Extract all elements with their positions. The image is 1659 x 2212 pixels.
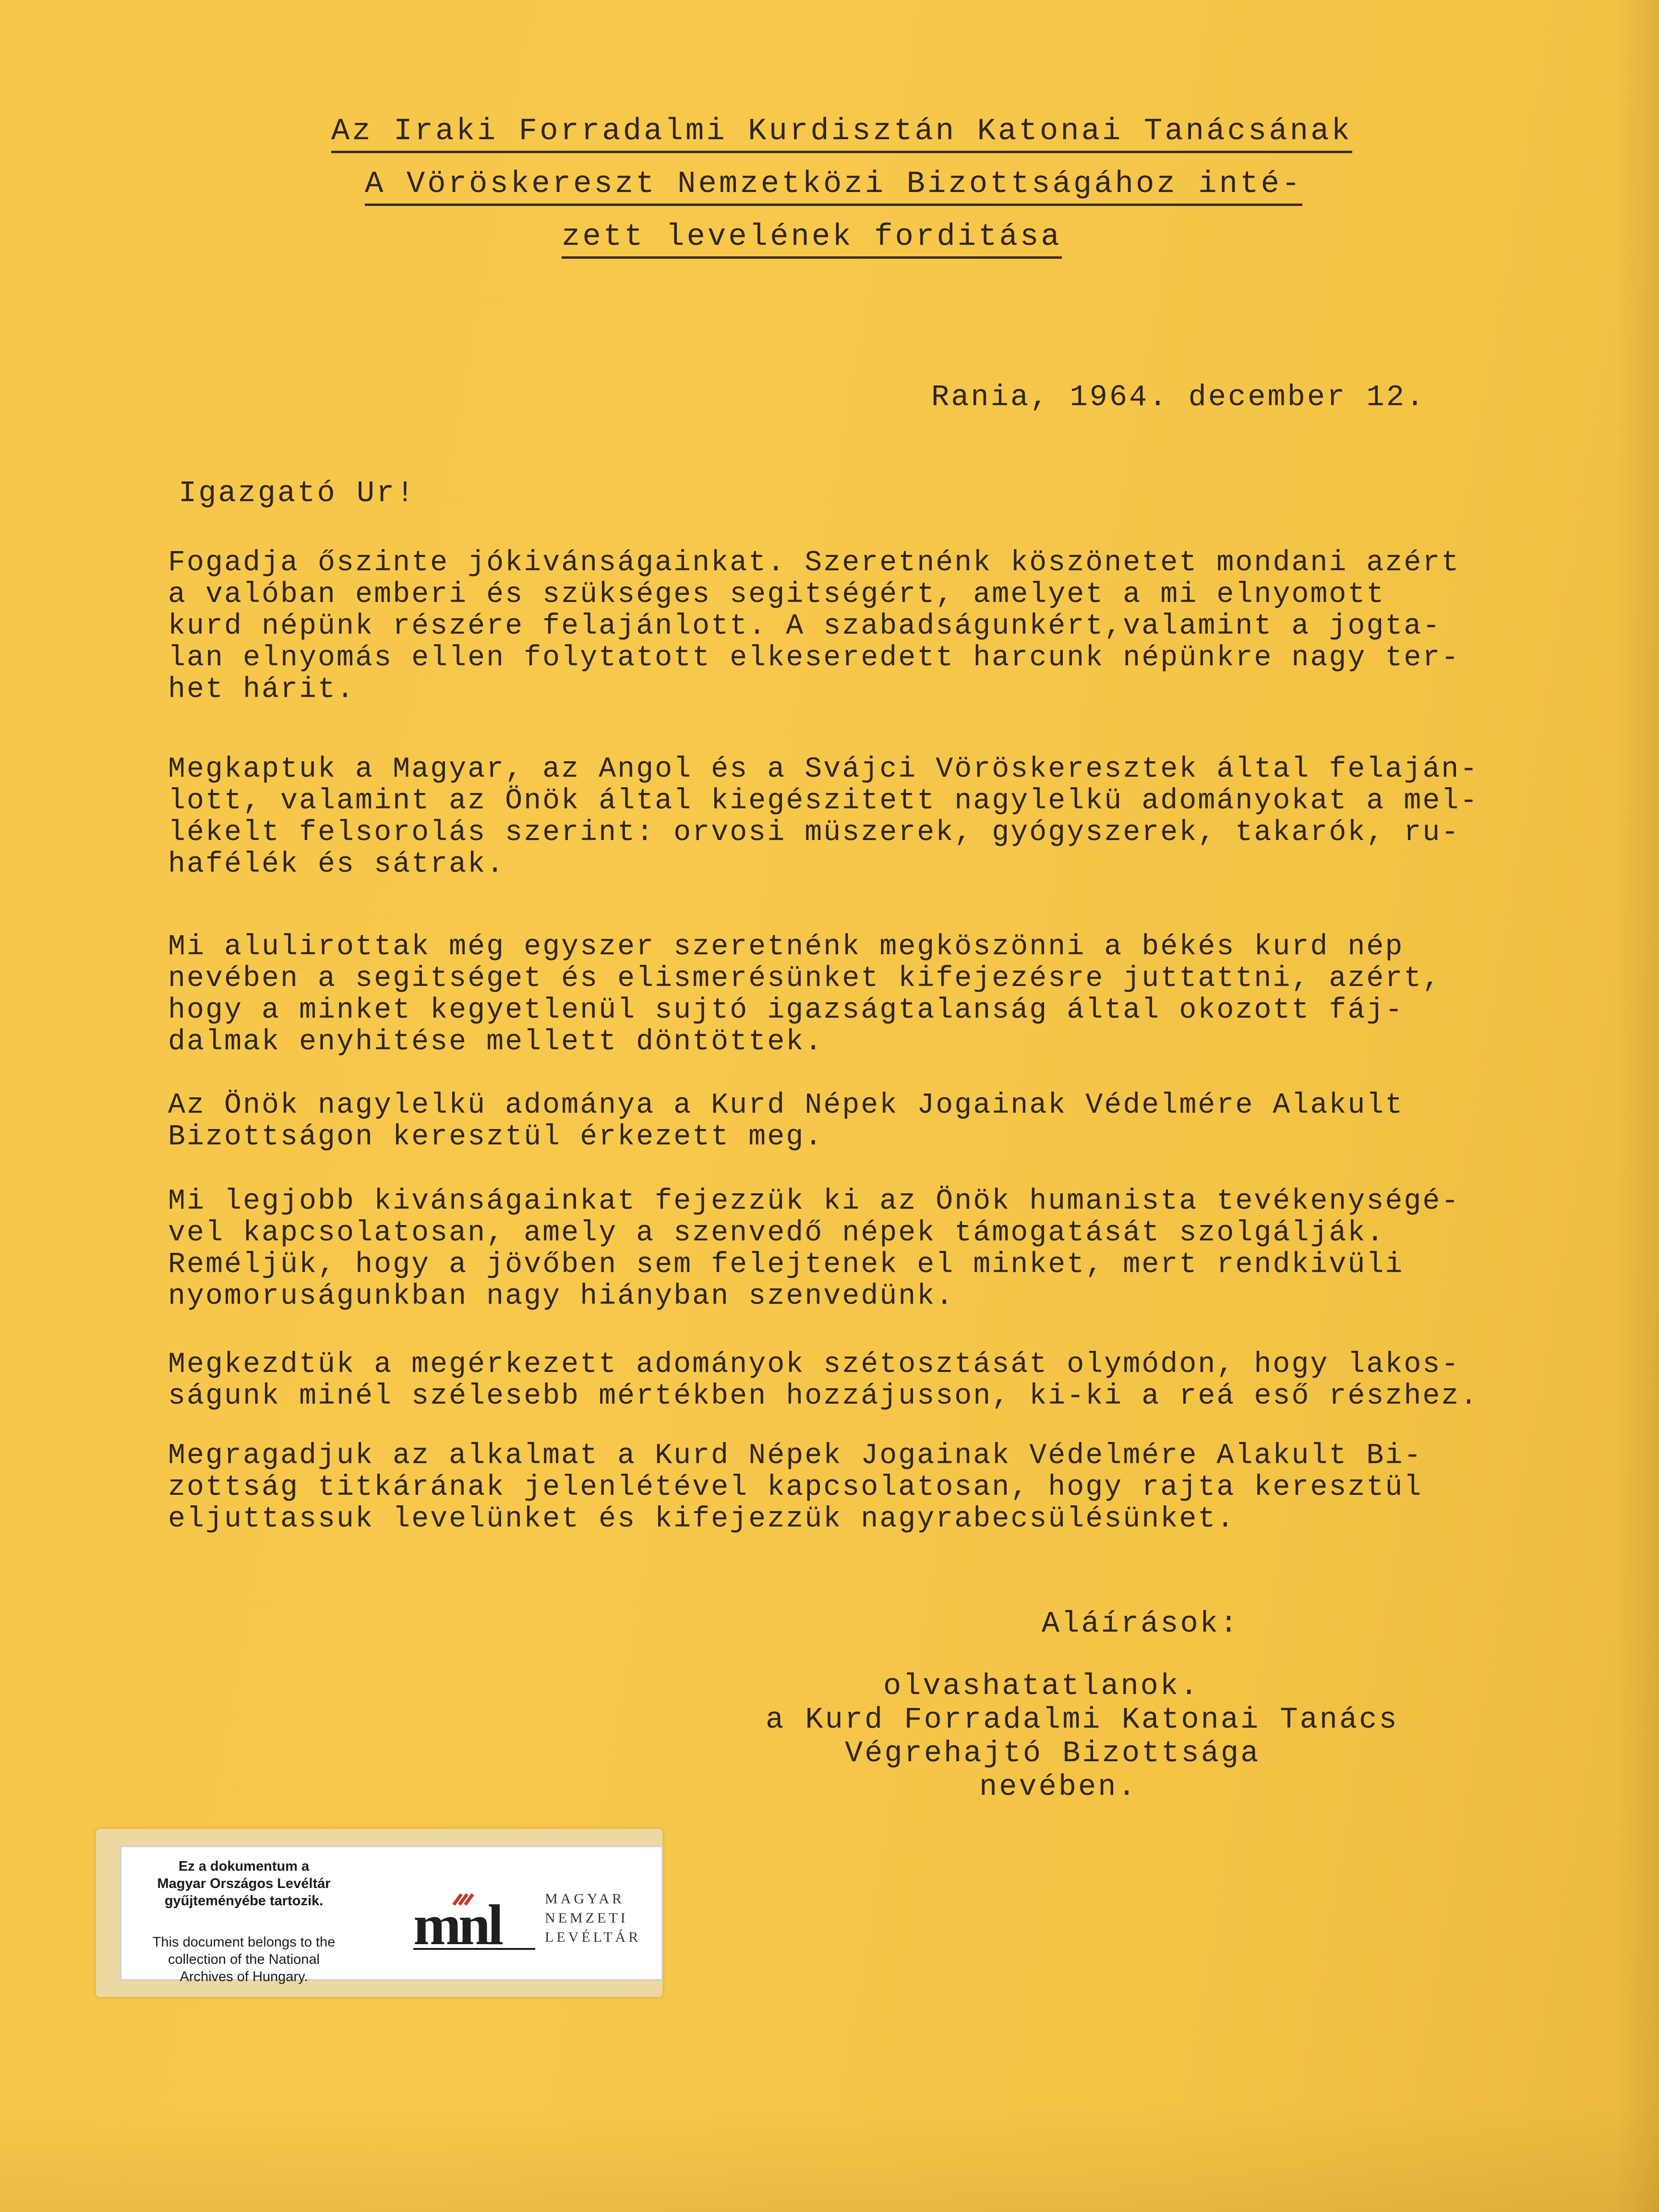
- archive-label-en-line: This document belongs to the: [152, 1935, 336, 1950]
- archive-label-en-line: collection of the National: [168, 1952, 320, 1967]
- paragraph-line: dalmak enyhitése mellett döntöttek.: [168, 1026, 824, 1058]
- archive-label-hungarian: [131, 1858, 357, 1910]
- paragraph-line: ságunk minél szélesebb mértékben hozzájusson, ki-ki a reá eső részhez.: [168, 1380, 1479, 1413]
- paragraph-7: [168, 1440, 1422, 1535]
- paragraph-line: Mi alulirottak még egyszer szeretnénk megköszönni a békés kurd nép: [168, 931, 1404, 963]
- logo-text-line: LEVÉLTÁR: [545, 1929, 641, 1945]
- archive-label-english: [131, 1934, 357, 1985]
- paragraph-line: lékelt felsorolás szerint: orvosi müszerek, gyógyszerek, takarók, ru-: [168, 817, 1460, 849]
- logo-mark-text: mnl: [413, 1893, 501, 1957]
- signatures-line-3: Végrehajtó Bizottsága: [845, 1736, 1261, 1770]
- logo-text-line: MAGYAR: [545, 1891, 625, 1907]
- paragraph-line: Mi legjobb kivánságainkat fejezzük ki az Önök humanista tevékenységé-: [168, 1185, 1460, 1218]
- paragraph-6: [168, 1349, 1479, 1412]
- paragraph-line: het hárit.: [168, 673, 356, 706]
- paragraph-line: lan elnyomás ellen folytatott elkeseredett harcunk népünkre nagy ter-: [168, 642, 1460, 674]
- paragraph-2: [168, 754, 1479, 880]
- paragraph-line: nyomoruságunkban nagy hiányban szenvedünk.: [168, 1280, 955, 1313]
- paper-edge-shadow: [1616, 0, 1659, 2212]
- paragraph-3: [168, 931, 1441, 1058]
- paragraph-line: Megragadjuk az alkalmat a Kurd Népek Jogainak Védelmére Alakult Bi-: [168, 1440, 1423, 1472]
- archive-label: [120, 1846, 663, 1984]
- paragraph-1: [168, 547, 1460, 706]
- archive-label-en-line: Archives of Hungary.: [180, 1969, 308, 1984]
- paragraph-line: Az Önök nagylelkü adománya a Kurd Népek Jogainak Védelmére Alakult: [168, 1089, 1404, 1122]
- paragraph-line: Bizottságon keresztül érkezett meg.: [168, 1121, 824, 1154]
- heading-line-1: Az Iraki Forradalmi Kurdisztán Katonai Tanácsának: [331, 114, 1352, 153]
- paragraph-line: Megkezdtük a megérkezett adományok szétosztását olymódon, hogy lakos-: [168, 1348, 1460, 1381]
- letter-date: Rania, 1964. december 12.: [931, 380, 1426, 414]
- paragraph-5: [168, 1186, 1460, 1312]
- paragraph-line: kurd népünk részére felajánlott. A szabadságunkért,valamint a jogta-: [168, 610, 1442, 643]
- mnl-logo-mark-icon: [409, 1881, 539, 1958]
- heading-line-2: A Vöröskereszt Nemzetközi Bizottságához inté-: [365, 167, 1302, 206]
- paragraph-line: vel kapcsolatosan, amely a szenvedő népek támogatását szolgálják.: [168, 1217, 1385, 1250]
- archive-label-hu-line: Ez a dokumentum a: [178, 1859, 310, 1874]
- archive-label-hu-line: Magyar Országos Levéltár: [157, 1876, 331, 1891]
- mnl-logo-text: [545, 1889, 641, 1947]
- paragraph-4: [168, 1090, 1404, 1153]
- signatures-line-2: a Kurd Forradalmi Katonai Tanács: [766, 1703, 1399, 1737]
- mnl-logo: [409, 1881, 649, 1958]
- signatures-line-1: olvashatatlanok.: [883, 1669, 1200, 1703]
- paragraph-line: Reméljük, hogy a jövőben sem felejtenek el minket, mert rendkivüli: [168, 1249, 1404, 1281]
- paper-bottom-shadow: [0, 2106, 1659, 2212]
- paragraph-line: nevében a segitséget és elismerésünket kifejezésre juttattni, azért,: [168, 962, 1442, 995]
- salutation: Igazgató Ur!: [179, 476, 416, 510]
- signatures-title: Aláírások:: [1042, 1607, 1240, 1641]
- paragraph-line: hogy a minket kegyetlenül sujtó igazságtalanság által okozott fáj-: [168, 994, 1404, 1027]
- archive-label-hu-line: gyűjteményébe tartozik.: [164, 1893, 324, 1909]
- heading-line-3: zett levelének forditása: [562, 220, 1062, 259]
- signatures-line-4: nevében.: [979, 1770, 1138, 1804]
- paragraph-line: Megkaptuk a Magyar, az Angol és a Svájci Vöröskeresztek által felaján-: [168, 753, 1479, 786]
- paragraph-line: zottság titkárának jelenlétével kapcsolatosan, hogy rajta keresztül: [168, 1471, 1423, 1504]
- paragraph-line: hafélék és sátrak.: [168, 848, 505, 881]
- paragraph-line: Fogadja őszinte jókivánságainkat. Szeretnénk köszönetet mondani azért: [168, 547, 1460, 579]
- paragraph-line: eljuttassuk levelünket és kifejezzük nagyrabecsülésünket.: [168, 1503, 1236, 1536]
- paragraph-line: lott, valamint az Önök által kiegészitett nagylelkü adományokat a mel-: [168, 785, 1479, 817]
- logo-text-line: NEMZETI: [545, 1910, 628, 1926]
- paragraph-line: a valóban emberi és szükséges segitségért, amelyet a mi elnyomott: [168, 578, 1385, 611]
